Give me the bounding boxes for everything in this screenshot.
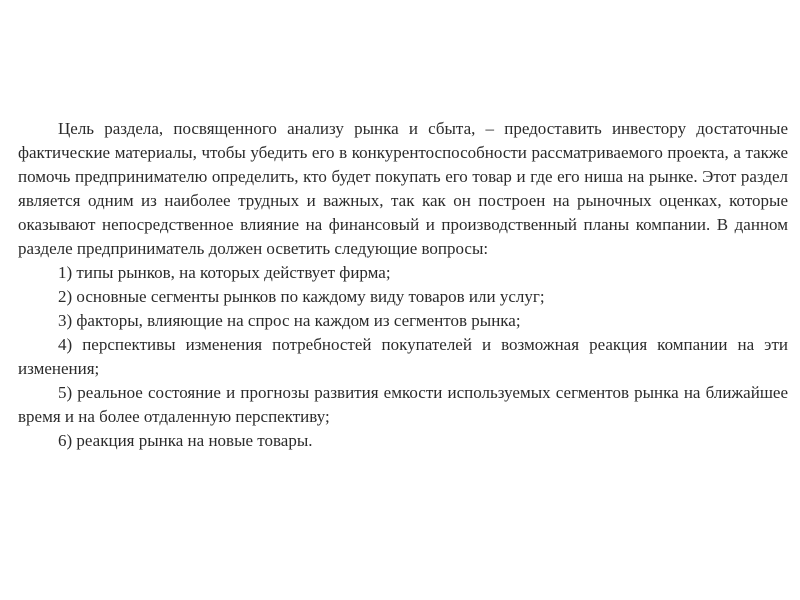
list-item: 5) реальное состояние и прогнозы развития емкости используемых сегментов рынка на ближайшее время и на более отдаленную перспективу; [18,383,788,426]
list-item: 2) основные сегменты рынков по каждому виду товаров или услуг; [58,287,545,306]
list-item: 1) типы рынков, на которых действует фирма; [58,263,391,282]
document-body [18,117,788,453]
intro-paragraph: Цель раздела, посвященного анализу рынка и сбыта, – предоставить инвестору достаточные фактические материалы, чтобы убедить его в конкурентоспособности рассматриваемого проекта, а также помочь предпринимателю определить, кто будет покупать его товар и где его ниша на рынке. Этот раздел является одним из наиболее трудных и важных, так как он построен на рыночных оценках, которые оказывают непосредственное влияние на финансовый и производственный планы компании. В данном разделе предприниматель должен осветить следующие вопросы: [18,119,788,258]
list-item: 3) факторы, влияющие на спрос на каждом из сегментов рынка; [58,311,521,330]
list-item: 6) реакция рынка на новые товары. [58,431,313,450]
list-item: 4) перспективы изменения потребностей покупателей и возможная реакция компании на эти изменения; [18,335,788,378]
